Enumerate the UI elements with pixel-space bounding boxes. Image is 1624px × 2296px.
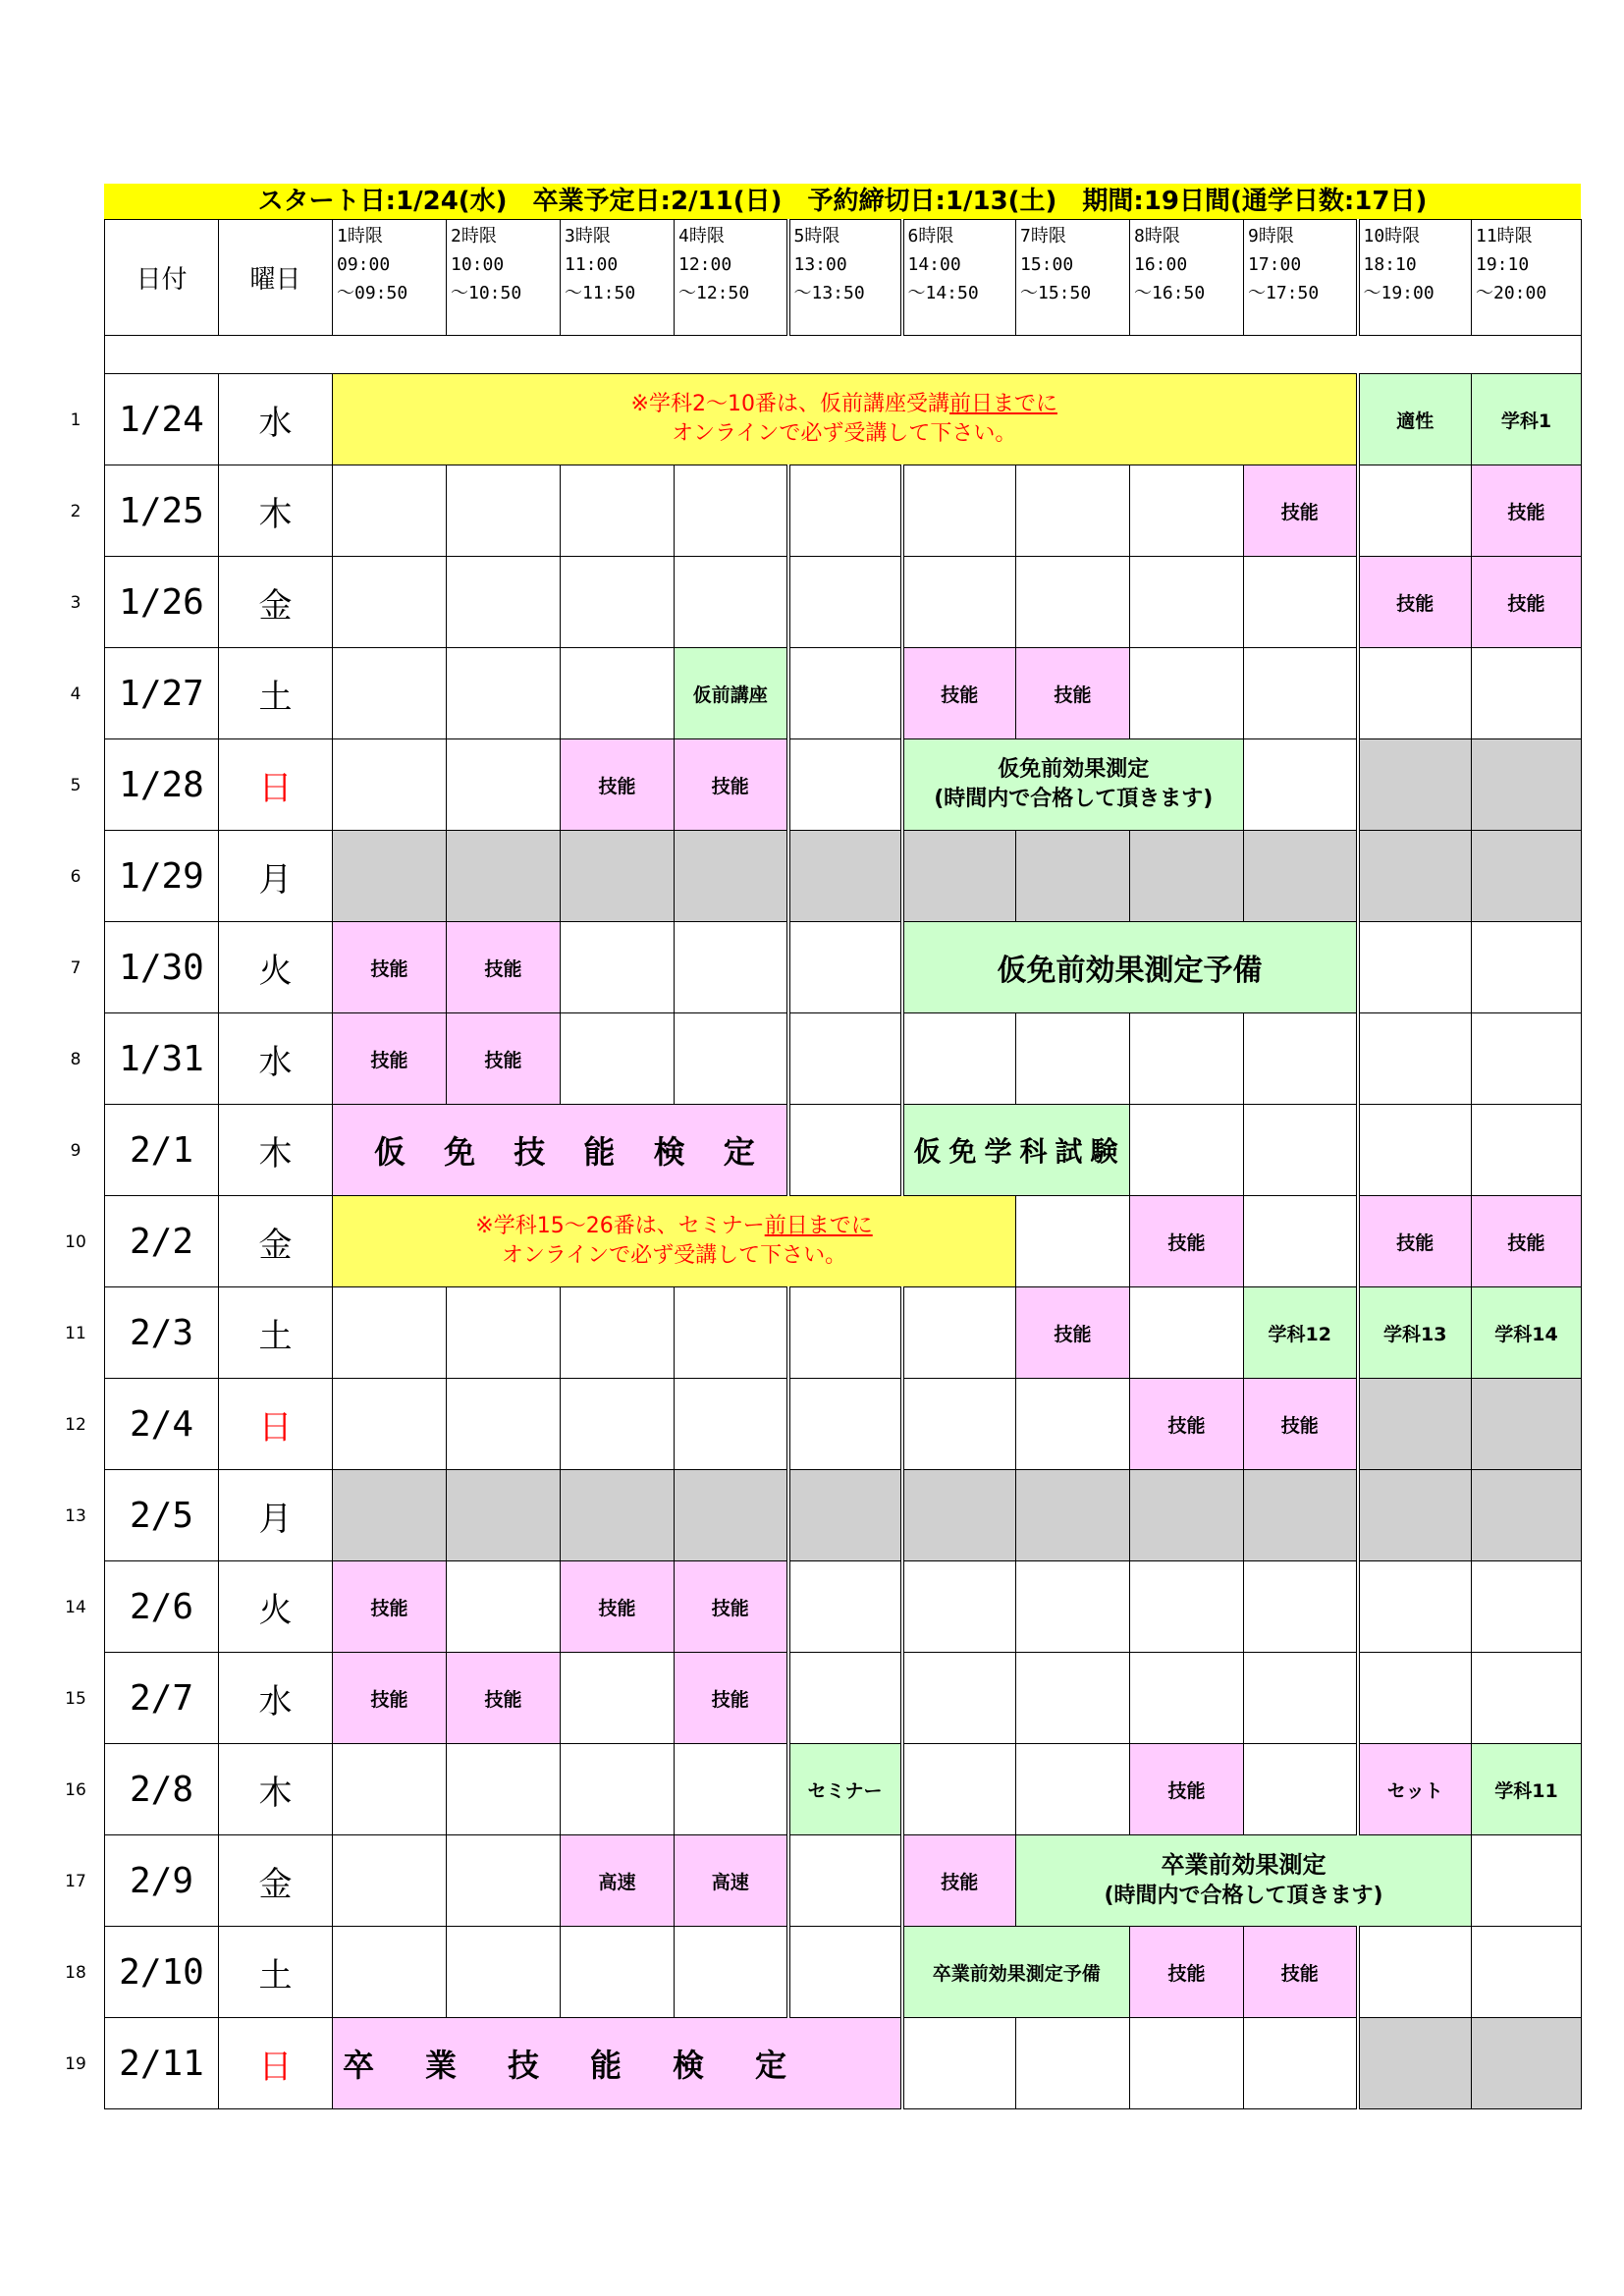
weekday-cell: 火 [219, 1561, 333, 1653]
empty-slot [902, 465, 1016, 557]
period-header: 11時限 19:10 ～20:00 [1472, 220, 1582, 336]
empty-slot [675, 1744, 788, 1835]
closed-slot [333, 831, 447, 922]
empty-slot [1244, 1561, 1358, 1653]
date-cell: 1/24 [105, 374, 219, 465]
period-header: 1時限 09:00 ～09:50 [333, 220, 447, 336]
table-row [105, 648, 1582, 739]
empty-slot [1244, 739, 1358, 831]
weekday-cell: 木 [219, 1744, 333, 1835]
weekday-cell: 火 [219, 922, 333, 1013]
empty-slot [788, 648, 902, 739]
empty-slot [561, 557, 675, 648]
table-row [105, 557, 1582, 648]
closed-slot [561, 831, 675, 922]
empty-slot [902, 2018, 1016, 2109]
empty-slot [333, 1927, 447, 2018]
empty-slot [1016, 1196, 1130, 1287]
empty-slot [1472, 1927, 1582, 2018]
empty-slot [675, 465, 788, 557]
empty-slot [447, 1835, 561, 1927]
date-cell: 2/1 [105, 1105, 219, 1196]
empty-slot [561, 648, 675, 739]
driving-lesson-slot: 技能 [1130, 1196, 1244, 1287]
spacer [1472, 336, 1582, 374]
driving-lesson-slot: 技能 [1130, 1927, 1244, 2018]
period-header: 10時限 18:10 ～19:00 [1358, 220, 1472, 336]
header-row [105, 220, 1582, 336]
empty-slot [902, 1013, 1016, 1105]
empty-slot [1358, 1105, 1472, 1196]
date-cell: 1/29 [105, 831, 219, 922]
empty-slot [1130, 465, 1244, 557]
empty-slot [675, 1927, 788, 2018]
driving-lesson-slot: 技能 [675, 1561, 788, 1653]
empty-slot [447, 1379, 561, 1470]
table-row [105, 739, 1582, 831]
row-number: 6 [70, 867, 81, 887]
empty-slot [675, 557, 788, 648]
driving-lesson-slot: 技能 [1016, 648, 1130, 739]
period-header: 7時限 15:00 ～15:50 [1016, 220, 1130, 336]
closed-slot [1244, 1470, 1358, 1561]
empty-slot [561, 465, 675, 557]
empty-slot [788, 465, 902, 557]
empty-slot [1472, 1013, 1582, 1105]
date-cell: 1/25 [105, 465, 219, 557]
provisional-mock-test-reserve-slot: 仮免前効果測定予備 [902, 922, 1358, 1013]
driving-lesson-slot: 技能 [902, 648, 1016, 739]
table-row [105, 1105, 1582, 1196]
driving-lesson-slot: 技能 [447, 922, 561, 1013]
spacer [105, 336, 1472, 374]
date-cell: 2/4 [105, 1379, 219, 1470]
row-number: 12 [65, 1415, 86, 1435]
table-row [105, 1927, 1582, 2018]
closed-slot [1472, 1379, 1582, 1470]
empty-slot [561, 1744, 675, 1835]
empty-slot [561, 1013, 675, 1105]
empty-slot [1016, 465, 1130, 557]
closed-slot [1016, 1470, 1130, 1561]
empty-slot [1244, 557, 1358, 648]
empty-slot [902, 1561, 1016, 1653]
empty-slot [333, 739, 447, 831]
online-lecture-notice: ※学科2～10番は、仮前講座受講前日までに オンラインで必ず受講して下さい。 [333, 374, 1358, 465]
empty-slot [675, 1013, 788, 1105]
closed-slot [1472, 739, 1582, 831]
empty-slot [902, 1379, 1016, 1470]
empty-slot [1130, 557, 1244, 648]
lecture-slot: 学科12 [1244, 1287, 1358, 1379]
empty-slot [788, 1287, 902, 1379]
empty-slot [675, 1287, 788, 1379]
empty-slot [447, 739, 561, 831]
date-cell: 2/3 [105, 1287, 219, 1379]
driving-lesson-slot: 技能 [1358, 557, 1472, 648]
empty-slot [1244, 1653, 1358, 1744]
empty-slot [1244, 1196, 1358, 1287]
driving-lesson-slot: 技能 [561, 1561, 675, 1653]
row-number: 7 [70, 958, 81, 978]
driving-lesson-slot: 技能 [1244, 1379, 1358, 1470]
empty-slot [1472, 1653, 1582, 1744]
highway-lesson-slot: 高速 [675, 1835, 788, 1927]
set-lesson-slot: セット [1358, 1744, 1472, 1835]
closed-slot [1358, 739, 1472, 831]
driving-lesson-slot: 技能 [675, 739, 788, 831]
table-row [105, 1379, 1582, 1470]
table-row [105, 1561, 1582, 1653]
table-row [105, 2018, 1582, 2109]
row-number: 5 [70, 776, 81, 795]
table-row [105, 831, 1582, 922]
empty-slot [333, 557, 447, 648]
empty-slot [675, 1379, 788, 1470]
empty-slot [333, 1287, 447, 1379]
driving-lesson-slot: 技能 [447, 1013, 561, 1105]
empty-slot [1016, 1379, 1130, 1470]
graduation-mock-test-reserve-slot: 卒業前効果測定予備 [902, 1927, 1130, 2018]
date-cell: 1/27 [105, 648, 219, 739]
weekday-cell: 木 [219, 1105, 333, 1196]
driving-lesson-slot: 技能 [333, 1561, 447, 1653]
empty-slot [1016, 1561, 1130, 1653]
driving-lesson-slot: 技能 [1130, 1379, 1244, 1470]
lecture-slot: 学科11 [1472, 1744, 1582, 1835]
lecture-slot: 学科13 [1358, 1287, 1472, 1379]
driving-lesson-slot: 技能 [1472, 1196, 1582, 1287]
table-row [105, 1744, 1582, 1835]
driving-lesson-slot: 技能 [333, 1013, 447, 1105]
closed-slot [333, 1470, 447, 1561]
empty-slot [1130, 648, 1244, 739]
weekday-cell: 金 [219, 1835, 333, 1927]
empty-slot [1472, 1561, 1582, 1653]
driving-lesson-slot: 技能 [1472, 465, 1582, 557]
row-number: 18 [65, 1963, 86, 1983]
row-number: 16 [65, 1780, 86, 1800]
graduation-mock-test-slot: 卒業前効果測定 (時間内で合格して頂きます) [1016, 1835, 1472, 1927]
table-row [105, 1196, 1582, 1287]
empty-slot [788, 922, 902, 1013]
table-row [105, 1835, 1582, 1927]
weekday-cell: 水 [219, 374, 333, 465]
weekday-cell: 土 [219, 1927, 333, 2018]
closed-slot [447, 831, 561, 922]
weekday-cell: 水 [219, 1653, 333, 1744]
lecture-slot: 学科14 [1472, 1287, 1582, 1379]
empty-slot [1016, 1013, 1130, 1105]
driving-lesson-slot: 技能 [1244, 1927, 1358, 2018]
empty-slot [788, 739, 902, 831]
schedule-summary-banner: スタート日:1/24(水) 卒業予定日:2/11(日) 予約締切日:1/13(土) 期間:19日間(通学日数:17日) [104, 184, 1581, 219]
table-row [105, 1287, 1582, 1379]
closed-slot [1472, 1470, 1582, 1561]
row-number: 4 [70, 684, 81, 704]
date-cell: 2/11 [105, 2018, 219, 2109]
empty-slot [561, 922, 675, 1013]
graduation-driving-exam-slot: 卒業技能検定 [333, 2018, 902, 2109]
empty-slot [788, 1105, 902, 1196]
empty-slot [1472, 1105, 1582, 1196]
weekday-cell: 土 [219, 1287, 333, 1379]
driving-lesson-slot: 技能 [333, 1653, 447, 1744]
empty-slot [1130, 2018, 1244, 2109]
row-number: 11 [65, 1324, 86, 1343]
empty-slot [1244, 1744, 1358, 1835]
table-row [105, 1653, 1582, 1744]
closed-slot [1244, 831, 1358, 922]
weekday-cell: 日 [219, 1379, 333, 1470]
date-cell: 2/2 [105, 1196, 219, 1287]
empty-slot [447, 1927, 561, 2018]
date-cell: 1/30 [105, 922, 219, 1013]
empty-slot [902, 1287, 1016, 1379]
empty-slot [1358, 1653, 1472, 1744]
period-header: 6時限 14:00 ～14:50 [902, 220, 1016, 336]
closed-slot [1130, 831, 1244, 922]
empty-slot [788, 1653, 902, 1744]
empty-slot [1358, 1013, 1472, 1105]
empty-slot [788, 1927, 902, 2018]
table-row [105, 1013, 1582, 1105]
weekday-cell: 月 [219, 831, 333, 922]
row-number: 1 [70, 410, 81, 430]
aptitude-test-slot: 適性 [1358, 374, 1472, 465]
closed-slot [1358, 1470, 1472, 1561]
closed-slot [1358, 1379, 1472, 1470]
driving-lesson-slot: 技能 [1358, 1196, 1472, 1287]
empty-slot [447, 465, 561, 557]
closed-slot [1472, 2018, 1582, 2109]
empty-slot [1244, 1105, 1358, 1196]
closed-slot [788, 831, 902, 922]
closed-slot [1016, 831, 1130, 922]
table-row [105, 465, 1582, 557]
empty-slot [788, 557, 902, 648]
empty-slot [447, 1287, 561, 1379]
empty-slot [788, 1379, 902, 1470]
empty-slot [1472, 648, 1582, 739]
period-header: 4時限 12:00 ～12:50 [675, 220, 788, 336]
closed-slot [1358, 2018, 1472, 2109]
weekday-cell: 金 [219, 557, 333, 648]
row-number: 17 [65, 1872, 86, 1891]
period-header: 2時限 10:00 ～10:50 [447, 220, 561, 336]
empty-slot [788, 1835, 902, 1927]
empty-slot [1130, 1561, 1244, 1653]
row-number: 14 [65, 1598, 86, 1617]
empty-slot [1016, 557, 1130, 648]
row-number: 10 [65, 1232, 86, 1252]
date-cell: 1/26 [105, 557, 219, 648]
date-cell: 2/9 [105, 1835, 219, 1927]
date-cell: 1/28 [105, 739, 219, 831]
empty-slot [1358, 465, 1472, 557]
driving-lesson-slot: 技能 [333, 922, 447, 1013]
empty-slot [561, 1927, 675, 2018]
closed-slot [1472, 831, 1582, 922]
schedule-table [104, 219, 1582, 2109]
empty-slot [1244, 2018, 1358, 2109]
empty-slot [1244, 648, 1358, 739]
weekday-cell: 土 [219, 648, 333, 739]
weekday-cell: 日 [219, 2018, 333, 2109]
closed-slot [902, 1470, 1016, 1561]
closed-slot [447, 1470, 561, 1561]
empty-slot [1244, 1013, 1358, 1105]
empty-slot [788, 1561, 902, 1653]
empty-slot [561, 1287, 675, 1379]
driving-lesson-slot: 技能 [1472, 557, 1582, 648]
driving-lesson-slot: 技能 [902, 1835, 1016, 1927]
driving-lesson-slot: 技能 [675, 1653, 788, 1744]
row-number: 15 [65, 1689, 86, 1709]
closed-slot [788, 1470, 902, 1561]
date-cell: 2/7 [105, 1653, 219, 1744]
empty-slot [675, 922, 788, 1013]
empty-slot [447, 648, 561, 739]
empty-slot [1130, 1653, 1244, 1744]
row-number: 2 [70, 502, 81, 521]
empty-slot [447, 1561, 561, 1653]
empty-slot [1016, 1744, 1130, 1835]
empty-slot [1358, 922, 1472, 1013]
row-number: 3 [70, 593, 81, 613]
spacer-row [105, 336, 1582, 374]
pre-license-seminar-slot: 仮前講座 [675, 648, 788, 739]
driving-lesson-slot: 技能 [561, 739, 675, 831]
empty-slot [333, 465, 447, 557]
provisional-mock-test-slot: 仮免前効果測定 (時間内で合格して頂きます) [902, 739, 1244, 831]
empty-slot [333, 648, 447, 739]
weekday-cell: 木 [219, 465, 333, 557]
empty-slot [1472, 922, 1582, 1013]
driving-lesson-slot: 技能 [447, 1653, 561, 1744]
empty-slot [1358, 648, 1472, 739]
date-cell: 2/10 [105, 1927, 219, 2018]
empty-slot [333, 1744, 447, 1835]
date-cell: 2/8 [105, 1744, 219, 1835]
row-number: 9 [70, 1141, 81, 1161]
empty-slot [1358, 1927, 1472, 2018]
weekday-cell: 月 [219, 1470, 333, 1561]
weekday-cell: 水 [219, 1013, 333, 1105]
period-header: 5時限 13:00 ～13:50 [788, 220, 902, 336]
empty-slot [447, 1744, 561, 1835]
empty-slot [561, 1379, 675, 1470]
closed-slot [675, 831, 788, 922]
empty-slot [333, 1835, 447, 1927]
period-header: 9時限 17:00 ～17:50 [1244, 220, 1358, 336]
row-number: 8 [70, 1050, 81, 1069]
table-row [105, 374, 1582, 465]
empty-slot [1130, 1105, 1244, 1196]
empty-slot [1130, 1013, 1244, 1105]
seminar-slot: セミナー [788, 1744, 902, 1835]
empty-slot [447, 557, 561, 648]
online-lecture-notice: ※学科15～26番は、セミナー前日までに オンラインで必ず受講して下さい。 [333, 1196, 1016, 1287]
row-number: 19 [65, 2054, 86, 2074]
closed-slot [1358, 831, 1472, 922]
table-row [105, 1470, 1582, 1561]
empty-slot [788, 1013, 902, 1105]
empty-slot [1016, 1653, 1130, 1744]
period-header: 8時限 16:00 ～16:50 [1130, 220, 1244, 336]
driving-lesson-slot: 技能 [1016, 1287, 1130, 1379]
driving-lesson-slot: 技能 [1244, 465, 1358, 557]
empty-slot [333, 1379, 447, 1470]
row-number: 13 [65, 1506, 86, 1526]
empty-slot [1358, 1561, 1472, 1653]
closed-slot [902, 831, 1016, 922]
closed-slot [675, 1470, 788, 1561]
provisional-written-exam-slot: 仮免学科試験 [902, 1105, 1130, 1196]
empty-slot [561, 1653, 675, 1744]
closed-slot [1130, 1470, 1244, 1561]
empty-slot [1130, 1287, 1244, 1379]
lecture-slot: 学科1 [1472, 374, 1582, 465]
weekday-cell: 金 [219, 1196, 333, 1287]
table-row [105, 922, 1582, 1013]
empty-slot [1016, 2018, 1130, 2109]
empty-slot [902, 557, 1016, 648]
date-cell: 2/6 [105, 1561, 219, 1653]
date-cell: 2/5 [105, 1470, 219, 1561]
provisional-driving-exam-slot: 仮 免 技 能 検 定 [333, 1105, 788, 1196]
driving-lesson-slot: 技能 [1130, 1744, 1244, 1835]
empty-slot [1472, 1835, 1582, 1927]
weekday-column-header: 曜日 [219, 220, 333, 336]
closed-slot [561, 1470, 675, 1561]
period-header: 3時限 11:00 ～11:50 [561, 220, 675, 336]
highway-lesson-slot: 高速 [561, 1835, 675, 1927]
date-cell: 1/31 [105, 1013, 219, 1105]
empty-slot [902, 1744, 1016, 1835]
empty-slot [902, 1653, 1016, 1744]
weekday-cell: 日 [219, 739, 333, 831]
date-column-header: 日付 [105, 220, 219, 336]
